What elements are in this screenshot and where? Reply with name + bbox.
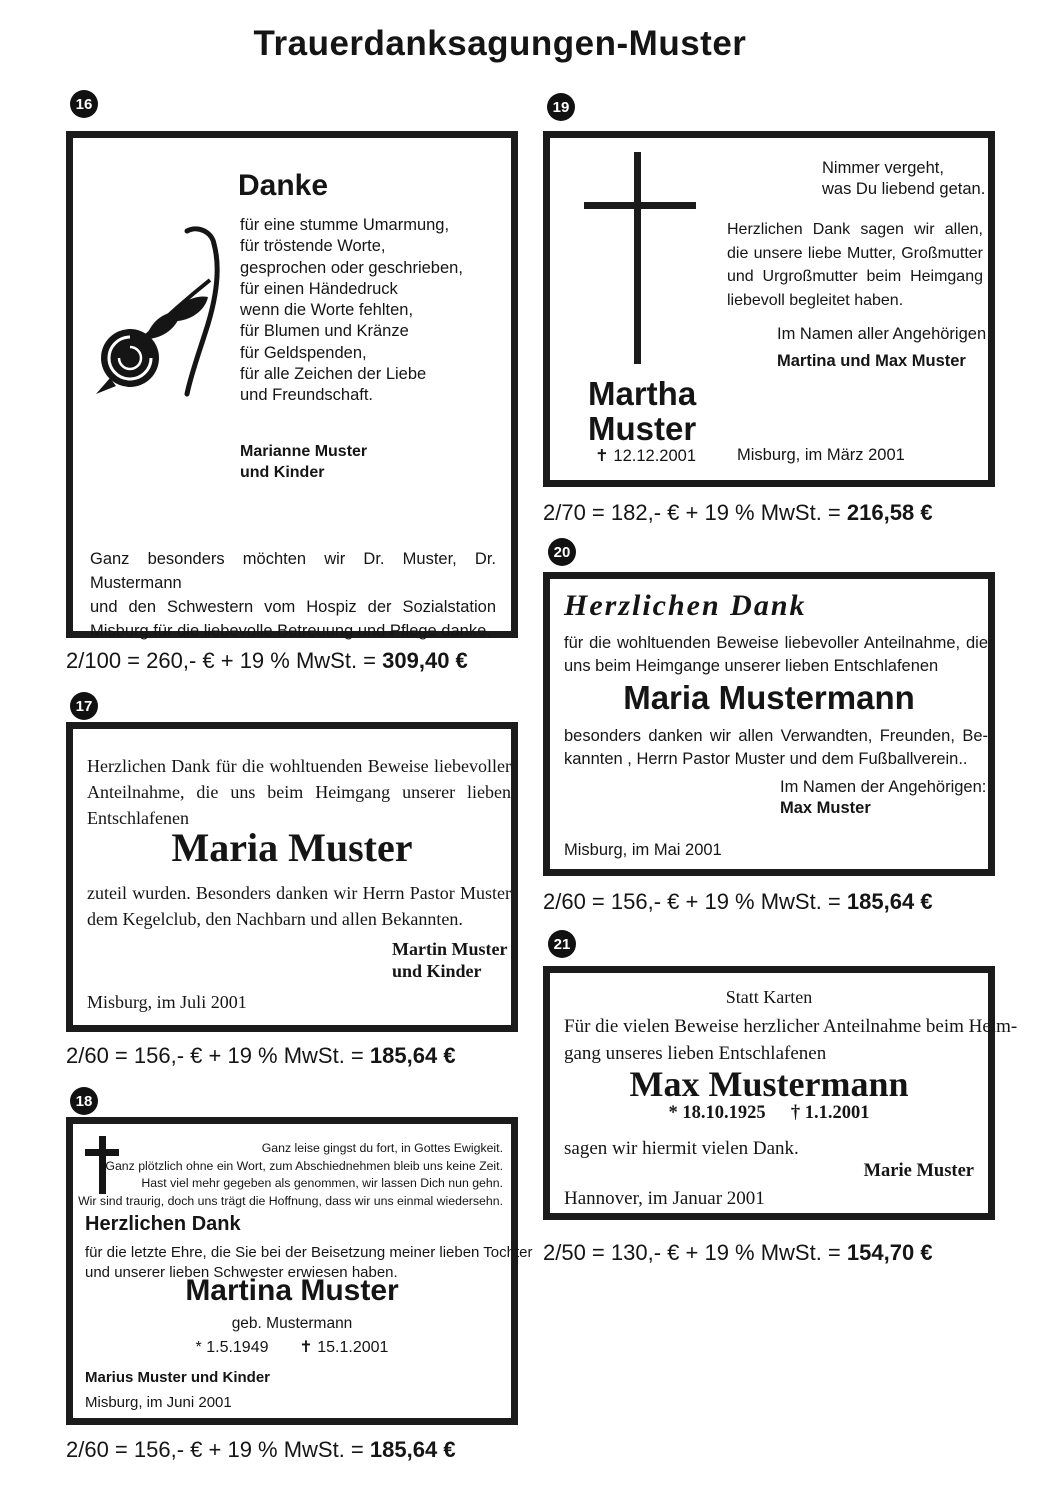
text-line: besonders danken wir allen Verwandten, Freunden, Be- [564, 727, 988, 745]
card18-heading: Herzlichen Dank [85, 1213, 241, 1235]
place-date: Misburg, im Juni 2001 [85, 1394, 232, 1411]
text-line: Anteilnahme, die uns beim Heimgang unserer lieben [87, 782, 511, 802]
place-date: Misburg, im Mai 2001 [564, 841, 722, 859]
card17-signature [392, 938, 507, 982]
death-date: ✝ 12.12.2001 [595, 447, 696, 465]
text-line: für alle Zeichen der Liebe [240, 365, 427, 384]
place-date: Hannover, im Januar 2001 [564, 1188, 765, 1209]
text-line: uns beim Heimgange unserer lieben Entschlafenen [564, 657, 939, 675]
in-name-of: Im Namen der Angehörigen: [780, 778, 987, 796]
text-line: Herzlichen Dank sagen wir allen, [727, 221, 983, 238]
sample-20-badge: 20 [548, 538, 576, 566]
card21-pre-heading: Statt Karten [725, 987, 813, 1007]
price-total: 185,64 € [846, 889, 933, 914]
sample-17-badge: 17 [70, 692, 98, 720]
card20-script-heading: Herzlichen Dank [564, 589, 807, 622]
price-line-20 [543, 889, 933, 915]
card16-heading: Danke [238, 169, 329, 202]
price-line-21 [543, 1240, 933, 1266]
text-line: und Freundschaft. [240, 386, 373, 405]
card16-thanks-lines [240, 215, 463, 407]
text-line: für die letzte Ehre, die Sie bei der Beisetzung meiner lieben Tochter [85, 1244, 533, 1261]
sample-18-badge: 18 [70, 1087, 98, 1115]
price-formula: 2/60 = 156,- € + 19 % MwSt. = [543, 889, 841, 914]
place-date: Misburg, im Juli 2001 [87, 992, 247, 1012]
price-line-17 [66, 1043, 456, 1069]
text-line: wenn die Worte fehlten, [240, 301, 414, 320]
deceased-name: Max Mustermann [629, 1064, 909, 1104]
card-20 [543, 572, 995, 876]
text-line: kannten , Herrn Pastor Muster und dem Fußballverein.. [564, 750, 968, 768]
text-line: dem Kegelclub, den Nachbarn und allen Bekannten. [87, 909, 463, 929]
deceased-name: Maria Muster [171, 825, 413, 870]
sample-21-badge: 21 [548, 930, 576, 958]
text-line: Entschlafenen [87, 808, 189, 828]
signature-name: Martin Muster [392, 939, 508, 959]
text-line: Für die vielen Beweise herzlicher Anteilnahme beim Heim- [564, 1016, 1018, 1037]
rose-icon [86, 220, 236, 400]
in-name-of: Im Namen aller Angehörigen [777, 325, 987, 343]
signature-name: Marianne Muster [240, 443, 368, 460]
card-17 [66, 722, 518, 1032]
sample-16-badge: 16 [70, 90, 98, 118]
price-total: 185,64 € [369, 1437, 456, 1462]
signature-name: Max Muster [780, 799, 871, 817]
deceased-name: Martha [588, 375, 697, 412]
death-date: ✝ 15.1.2001 [299, 1339, 389, 1356]
text-line: für Blumen und Kränze [240, 322, 409, 341]
price-total: 216,58 € [846, 500, 933, 525]
deceased-name: Muster [588, 410, 697, 447]
text-line: was Du liebend getan. [822, 180, 986, 198]
price-formula: 2/60 = 156,- € + 19 % MwSt. = [66, 1043, 364, 1068]
price-formula: 2/70 = 182,- € + 19 % MwSt. = [543, 500, 841, 525]
signature-name: Martina und Max Muster [777, 352, 966, 370]
signature-name: Marius Muster und Kinder [85, 1369, 271, 1386]
deceased-name-sub: geb. Mustermann [231, 1315, 353, 1332]
card-16 [66, 131, 518, 638]
text-line: die unsere liebe Mutter, Großmutter [727, 244, 983, 262]
card16-signature [240, 441, 367, 483]
price-line-16 [66, 648, 468, 674]
card-18 [66, 1117, 533, 1425]
card19-verse [822, 158, 985, 200]
price-total: 309,40 € [382, 648, 468, 673]
signature-sub: und Kinder [240, 464, 325, 481]
text-line: gesprochen oder geschrieben, [240, 258, 463, 277]
text-line: für einen Händedruck [240, 279, 398, 298]
text-line: Ganz besonders möchten wir Dr. Muster, Dr. Mustermann [90, 550, 496, 592]
card21-thanks: sagen wir hiermit vielen Dank. [564, 1138, 799, 1159]
card20-body [564, 725, 988, 771]
text-line: liebevoll begleitet haben. [727, 291, 904, 309]
cross-icon [584, 152, 696, 364]
text-line: Nimmer vergeht, [822, 159, 944, 177]
price-formula: 2/60 = 156,- € + 19 % MwSt. = [66, 1437, 364, 1462]
text-line: Misburg für die liebevolle Betreuung und Pflege danke. [90, 622, 491, 640]
place-date: Misburg, im März 2001 [737, 446, 905, 464]
card17-intro [87, 753, 511, 831]
birth-date: * 1.5.1949 [195, 1339, 269, 1356]
text-line: Hast viel mehr gegeben als genommen, wir lassen Dich nun gehn. [141, 1176, 503, 1190]
card-21 [543, 966, 1018, 1220]
signature-sub: und Kinder [392, 961, 482, 981]
signature-name: Marie Muster [863, 1161, 974, 1181]
card20-intro [564, 632, 988, 678]
card21-intro [564, 1013, 1018, 1067]
deceased-name: Martina Muster [185, 1274, 399, 1307]
card19-body [727, 218, 983, 312]
life-dates [550, 1103, 988, 1124]
text-line: Ganz plötzlich ohne ein Wort, zum Abschiednehmen bleib uns keine Zeit. [105, 1158, 503, 1173]
text-line: für tröstende Worte, [240, 237, 386, 256]
deceased-name: Maria Mustermann [623, 679, 915, 716]
death-date: † 1.1.2001 [790, 1103, 870, 1123]
text-line: Wir sind traurig, doch uns trägt die Hoffnung, dass wir uns einmal wiedersehn. [78, 1193, 503, 1208]
price-line-19 [543, 500, 933, 526]
price-formula: 2/50 = 130,- € + 19 % MwSt. = [543, 1240, 841, 1265]
text-line: und den Schwestern vom Hospiz der Sozialstation [90, 598, 496, 616]
card18-poem [78, 1140, 503, 1210]
price-formula: 2/100 = 260,- € + 19 % MwSt. = [66, 648, 377, 673]
text-line: zuteil wurden. Besonders danken wir Herrn Pastor Muster [87, 883, 511, 903]
page-title: Trauerdanksagungen-Muster [253, 24, 747, 63]
text-line: für die wohltuenden Beweise liebevoller Anteilnahme, die [564, 634, 988, 652]
text-line: und unserer lieben Schwester erwiesen haben. [85, 1264, 398, 1281]
card17-outro [87, 880, 511, 932]
text-line: und Urgroßmutter beim Heimgang [727, 268, 983, 285]
life-dates [73, 1337, 511, 1357]
text-line: Ganz leise gingst du fort, in Gottes Ewigkeit. [261, 1141, 503, 1155]
price-line-18 [66, 1437, 456, 1463]
text-line: für Geldspenden, [240, 343, 367, 362]
text-line: Herzlichen Dank für die wohltuenden Beweise liebevoller [87, 756, 511, 776]
price-total: 185,64 € [369, 1043, 456, 1068]
sample-19-badge: 19 [547, 93, 575, 121]
card16-note [90, 547, 496, 643]
text-line: für eine stumme Umarmung, [240, 216, 450, 234]
birth-date: * 18.10.1925 [668, 1103, 766, 1123]
price-total: 154,70 € [846, 1240, 933, 1265]
text-line: gang unseres lieben Entschlafenen [564, 1043, 827, 1064]
card-19 [543, 131, 995, 487]
